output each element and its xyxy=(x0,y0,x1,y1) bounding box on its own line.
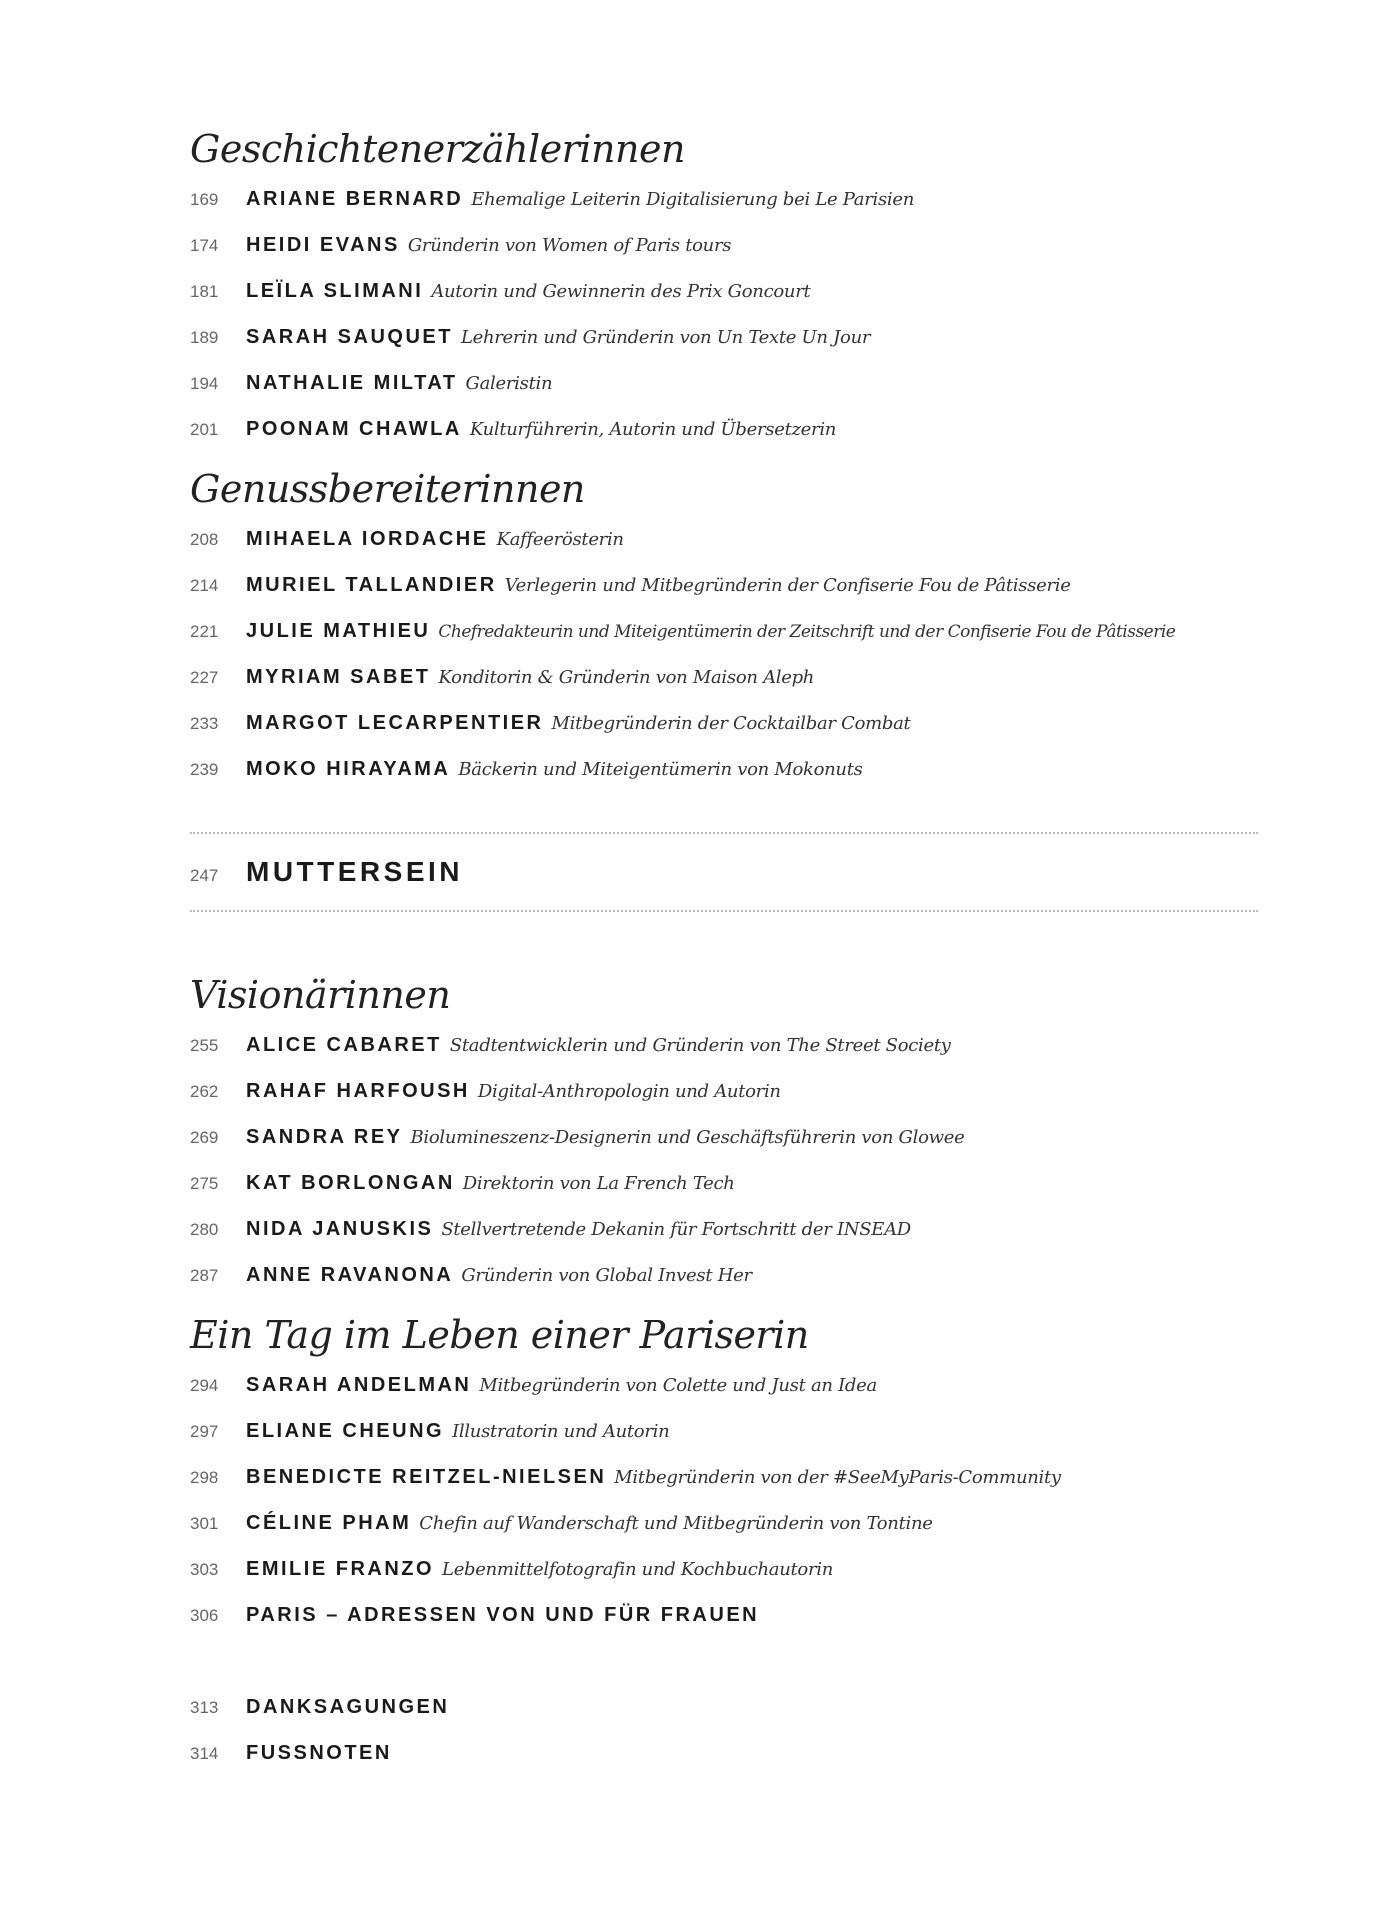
toc-entry[interactable] xyxy=(190,222,1270,268)
entry-name: CÉLINE PHAM xyxy=(246,1512,412,1534)
toc-entry[interactable] xyxy=(190,746,1270,792)
entry-description: Direktorin von La French Tech xyxy=(462,1173,735,1194)
chapter-heading[interactable] xyxy=(190,834,1270,910)
toc-entry[interactable] xyxy=(190,1592,1270,1638)
entry-description: Chefredakteurin und Miteigentümerin der Zeitschrift und der Confiserie Fou de Pâtisserie xyxy=(438,622,1176,642)
entry-description: Stellvertretende Dekanin für Fortschritt der INSEAD xyxy=(441,1219,911,1240)
entry-description: Konditorin & Gründerin von Maison Aleph xyxy=(438,667,815,688)
page-number: 313 xyxy=(190,1698,219,1717)
page-number: 294 xyxy=(190,1376,219,1395)
entry-name: NATHALIE MILTAT xyxy=(246,372,458,394)
page-number: 194 xyxy=(190,374,219,393)
entry-name: PARIS – ADRESSEN VON UND FÜR FRAUEN xyxy=(246,1604,760,1626)
entry-name: ANNE RAVANONA xyxy=(246,1264,454,1286)
entry-description: Lehrerin und Gründerin von Un Texte Un Jour xyxy=(460,327,871,348)
entry-name: ELIANE CHEUNG xyxy=(246,1420,445,1442)
entry-name: MOKO HIRAYAMA xyxy=(246,758,451,780)
page-number: 221 xyxy=(190,622,219,641)
entry-description: Galeristin xyxy=(465,373,553,394)
entry-description: Ehemalige Leiterin Digitalisierung bei Le Parisien xyxy=(471,189,914,210)
entry-description: Stadtentwicklerin und Gründerin von The Street Society xyxy=(449,1035,951,1056)
chapter-title: MUTTERSEIN xyxy=(246,856,463,887)
page-number: 303 xyxy=(190,1560,219,1579)
section-title: Ein Tag im Leben einer Pariserin xyxy=(190,1313,809,1357)
toc-entry[interactable] xyxy=(190,360,1270,406)
page-number: 201 xyxy=(190,420,219,439)
section-title: Genussbereiterinnen xyxy=(190,467,585,511)
toc-entry[interactable] xyxy=(190,562,1270,608)
entry-name: BENEDICTE REITZEL-NIELSEN xyxy=(246,1466,607,1488)
page-number: 239 xyxy=(190,760,219,779)
toc-entry[interactable] xyxy=(190,1546,1270,1592)
toc-entry[interactable] xyxy=(190,1022,1270,1068)
entry-name: ALICE CABARET xyxy=(246,1034,442,1056)
page-number: 174 xyxy=(190,236,219,255)
entry-description: Digital-Anthropologin und Autorin xyxy=(477,1081,781,1102)
entry-name: JULIE MATHIEU xyxy=(246,620,431,642)
page-number: 189 xyxy=(190,328,219,347)
entry-name: EMILIE FRANZO xyxy=(246,1558,435,1580)
entry-name: SANDRA REY xyxy=(246,1126,403,1148)
entry-name: RAHAF HARFOUSH xyxy=(246,1080,470,1102)
entry-name: FUSSNOTEN xyxy=(246,1742,392,1764)
entry-description: Gründerin von Global Invest Her xyxy=(461,1265,752,1286)
entry-description: Chefin auf Wanderschaft und Mitbegründerin von Tontine xyxy=(419,1513,933,1534)
entry-description: Mitbegründerin von Colette und Just an Idea xyxy=(479,1375,877,1396)
entry-name: MARGOT LECARPENTIER xyxy=(246,712,544,734)
entry-description: Lebenmittelfotografin und Kochbuchautorin xyxy=(442,1559,834,1580)
toc-entry[interactable] xyxy=(190,314,1270,360)
page-number: 181 xyxy=(190,282,219,301)
page-number: 287 xyxy=(190,1266,219,1285)
entry-description: Kaffeerösterin xyxy=(496,529,624,550)
entry-name: MURIEL TALLANDIER xyxy=(246,574,497,596)
entry-description: Autorin und Gewinnerin des Prix Goncourt xyxy=(431,281,811,302)
toc-entry[interactable] xyxy=(190,1362,1270,1408)
entry-name: LEÏLA SLIMANI xyxy=(246,280,424,302)
page-number: 297 xyxy=(190,1422,219,1441)
section-title: Visionärinnen xyxy=(190,973,451,1017)
entry-description: Bäckerin und Miteigentümerin von Mokonuts xyxy=(458,759,863,780)
toc-entry[interactable] xyxy=(190,1114,1270,1160)
page-number: 214 xyxy=(190,576,219,595)
page-number: 298 xyxy=(190,1468,219,1487)
page-number: 262 xyxy=(190,1082,219,1101)
page-number: 269 xyxy=(190,1128,219,1147)
page-number: 208 xyxy=(190,530,219,549)
page-number: 306 xyxy=(190,1606,219,1625)
page-number: 233 xyxy=(190,714,219,733)
entry-description: Illustratorin und Autorin xyxy=(452,1421,670,1442)
page-number: 314 xyxy=(190,1744,219,1763)
toc-entry[interactable] xyxy=(190,700,1270,746)
toc-entry[interactable] xyxy=(190,176,1270,222)
table-of-contents xyxy=(190,0,1270,1776)
page-number: 169 xyxy=(190,190,219,209)
page-number: 255 xyxy=(190,1036,219,1055)
toc-entry[interactable] xyxy=(190,268,1270,314)
toc-entry-backmatter[interactable] xyxy=(190,1730,1270,1776)
entry-description: Kulturführerin, Autorin und Übersetzerin xyxy=(469,419,837,440)
entry-name: NIDA JANUSKIS xyxy=(246,1218,434,1240)
page-number: 275 xyxy=(190,1174,219,1193)
toc-entry[interactable] xyxy=(190,1160,1270,1206)
page-number: 280 xyxy=(190,1220,219,1239)
entry-name: SARAH ANDELMAN xyxy=(246,1374,472,1396)
toc-entry[interactable] xyxy=(190,1408,1270,1454)
entry-name: SARAH SAUQUET xyxy=(246,326,453,348)
entry-description: Biolumineszenz-Designerin und Geschäftsführerin von Glowee xyxy=(410,1127,965,1148)
entry-name: HEIDI EVANS xyxy=(246,234,400,256)
toc-entry[interactable] xyxy=(190,1500,1270,1546)
entry-description: Mitbegründerin der Cocktailbar Combat xyxy=(551,713,911,734)
page-number: 227 xyxy=(190,668,219,687)
toc-entry[interactable] xyxy=(190,516,1270,562)
toc-entry[interactable] xyxy=(190,1252,1270,1298)
toc-entry[interactable] xyxy=(190,1068,1270,1114)
section-title: Geschichtenerzählerinnen xyxy=(190,127,685,171)
toc-entry[interactable] xyxy=(190,608,1270,654)
entry-name: ARIANE BERNARD xyxy=(246,188,464,210)
toc-entry[interactable] xyxy=(190,406,1270,452)
entry-name: DANKSAGUNGEN xyxy=(246,1696,450,1718)
toc-entry[interactable] xyxy=(190,1454,1270,1500)
toc-entry[interactable] xyxy=(190,1206,1270,1252)
entry-name: MIHAELA IORDACHE xyxy=(246,528,489,550)
entry-description: Verlegerin und Mitbegründerin der Confiserie Fou de Pâtisserie xyxy=(504,575,1071,596)
page-number: 301 xyxy=(190,1514,219,1533)
entry-description: Mitbegründerin von der #SeeMyParis-Community xyxy=(614,1467,1061,1488)
entry-description: Gründerin von Women of Paris tours xyxy=(407,235,732,256)
entry-name: KAT BORLONGAN xyxy=(246,1172,455,1194)
page-number: 247 xyxy=(190,866,219,885)
entry-name: MYRIAM SABET xyxy=(246,666,431,688)
toc-entry-backmatter[interactable] xyxy=(190,1684,1270,1730)
entry-name: POONAM CHAWLA xyxy=(246,418,462,440)
toc-entry[interactable] xyxy=(190,654,1270,700)
